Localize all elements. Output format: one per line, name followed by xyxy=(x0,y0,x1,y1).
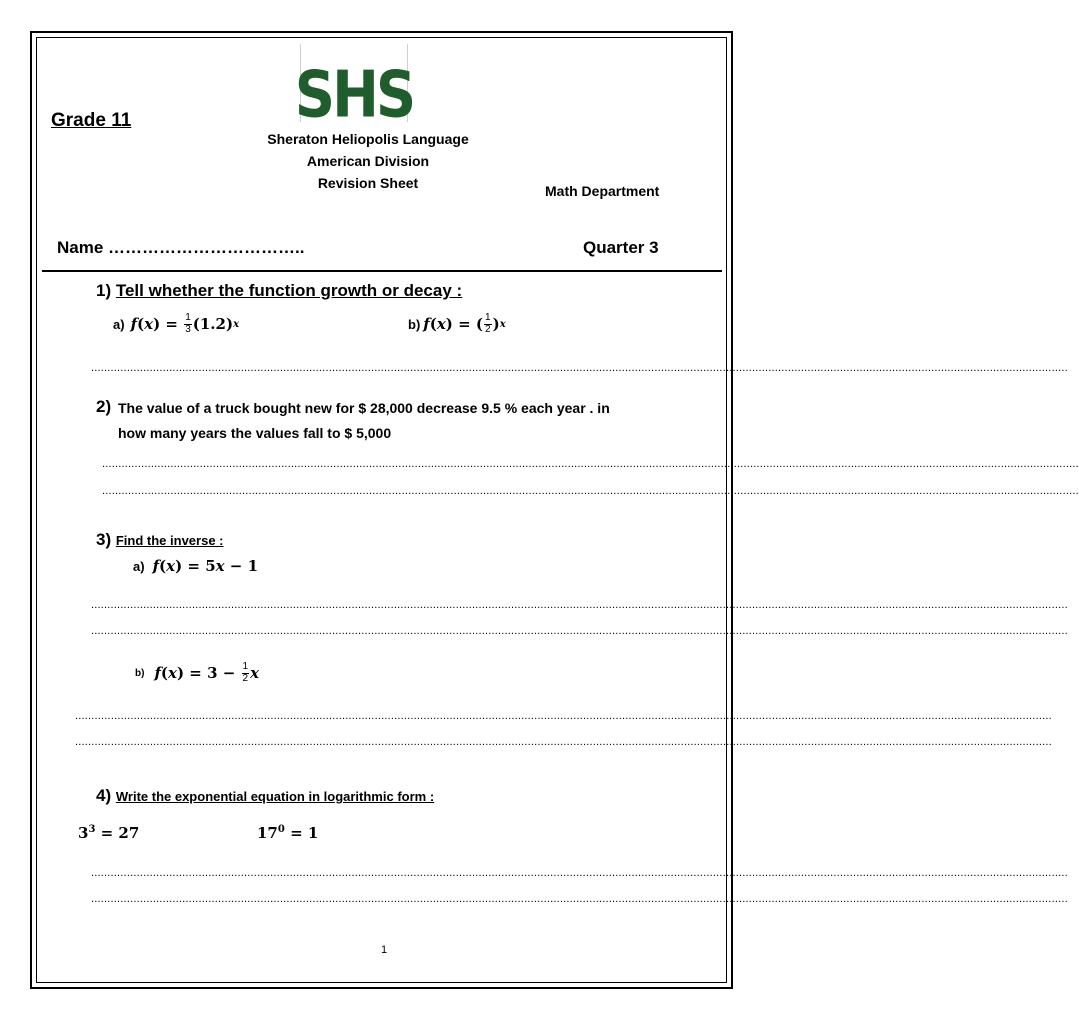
q4-equation-2 xyxy=(257,824,318,842)
q4-equation-1 xyxy=(78,824,139,842)
q4-eq1-base: 3 xyxy=(78,824,89,842)
q4-eq1-exponent: 3 xyxy=(88,824,96,835)
svg-text:SHS: SHS xyxy=(294,57,414,133)
q2-number: 2) xyxy=(96,397,112,416)
q2-text-line2: how many years the values fall to $ 5,000 xyxy=(118,425,392,441)
answer-line[interactable]: ............................................................................................................................................................................................................................................................................................................ xyxy=(102,458,1079,470)
department-label: Math Department xyxy=(545,183,660,199)
q4-eq2-base: 17 xyxy=(257,824,278,842)
q3b-numerator: 1 xyxy=(242,661,249,672)
q3-part-a: a) f ( x ) = 5 x − 1 xyxy=(133,557,259,575)
q1a-numerator: 1 xyxy=(185,312,191,323)
answer-line[interactable]: ............................................................................................................................................................................................................................................................................................................ xyxy=(75,710,1052,722)
q1b-fraction xyxy=(484,313,492,335)
name-field: Name …………………………….. xyxy=(57,238,305,257)
q3b-label: b) xyxy=(135,667,145,679)
q1a-label: a) xyxy=(113,316,125,332)
q1b-numerator: 1 xyxy=(485,312,491,323)
quarter-label: Quarter 3 xyxy=(583,238,659,257)
sheet-title: Revision Sheet xyxy=(317,175,419,191)
answer-line[interactable]: ............................................................................................................................................................................................................................................................................................................ xyxy=(91,893,1068,905)
division-name: American Division xyxy=(306,153,430,169)
q3-prompt: Find the inverse : xyxy=(115,533,224,548)
header-divider xyxy=(42,270,722,272)
q4-number: 4) xyxy=(96,786,112,805)
q3-part-b: b) f ( x ) = 3 − $\frac{1}{2}$ x xyxy=(135,661,260,684)
q1a-denominator: 3 xyxy=(185,323,191,335)
q1-number: 1) xyxy=(96,281,112,300)
q1b-label: b) xyxy=(408,316,421,332)
q1-prompt: Tell whether the function growth or decay : xyxy=(115,281,463,300)
q3b-denominator: 2 xyxy=(242,672,249,684)
answer-line[interactable]: ............................................................................................................................................................................................................................................................................................................ xyxy=(91,362,1068,374)
q3-header xyxy=(96,530,224,550)
answer-line[interactable]: ............................................................................................................................................................................................................................................................................................................ xyxy=(91,625,1068,637)
q1a-fraction xyxy=(184,313,192,335)
answer-line[interactable]: ............................................................................................................................................................................................................................................................................................................ xyxy=(91,599,1068,611)
answer-line[interactable]: ............................................................................................................................................................................................................................................................................................................ xyxy=(75,736,1052,748)
q1-part-b: b) f ( x ) = ( $\frac{1}{2}$ ) x xyxy=(408,312,506,335)
school-logo xyxy=(294,44,414,133)
page-number: 1 xyxy=(380,944,388,956)
q1-header xyxy=(96,281,462,301)
q3-number: 3) xyxy=(96,530,112,549)
answer-line[interactable]: ............................................................................................................................................................................................................................................................................................................ xyxy=(102,485,1079,497)
shs-logo-icon xyxy=(294,44,414,133)
q4-eq2-rhs: = 1 xyxy=(290,824,319,842)
answer-line[interactable]: ............................................................................................................................................................................................................................................................................................................ xyxy=(91,867,1068,879)
q4-eq2-exponent: 0 xyxy=(277,824,285,835)
q4-eq1-rhs: = 27 xyxy=(100,824,140,842)
grade-label: Grade 11 xyxy=(51,110,132,131)
school-name: Sheraton Heliopolis Language xyxy=(267,131,469,147)
q3b-fraction xyxy=(242,662,250,684)
q3a-label: a) xyxy=(133,558,145,574)
q4-prompt: Write the exponential equation in logarithmic form : xyxy=(115,789,435,804)
q1b-denominator: 2 xyxy=(485,323,491,335)
q1-part-a: a) f ( x ) = $\frac{1}{3}$ (1.2) x xyxy=(113,312,240,335)
q4-header xyxy=(96,786,434,806)
q2-text-line1: The value of a truck bought new for $ 28,000 decrease 9.5 % each year . in xyxy=(118,400,610,416)
